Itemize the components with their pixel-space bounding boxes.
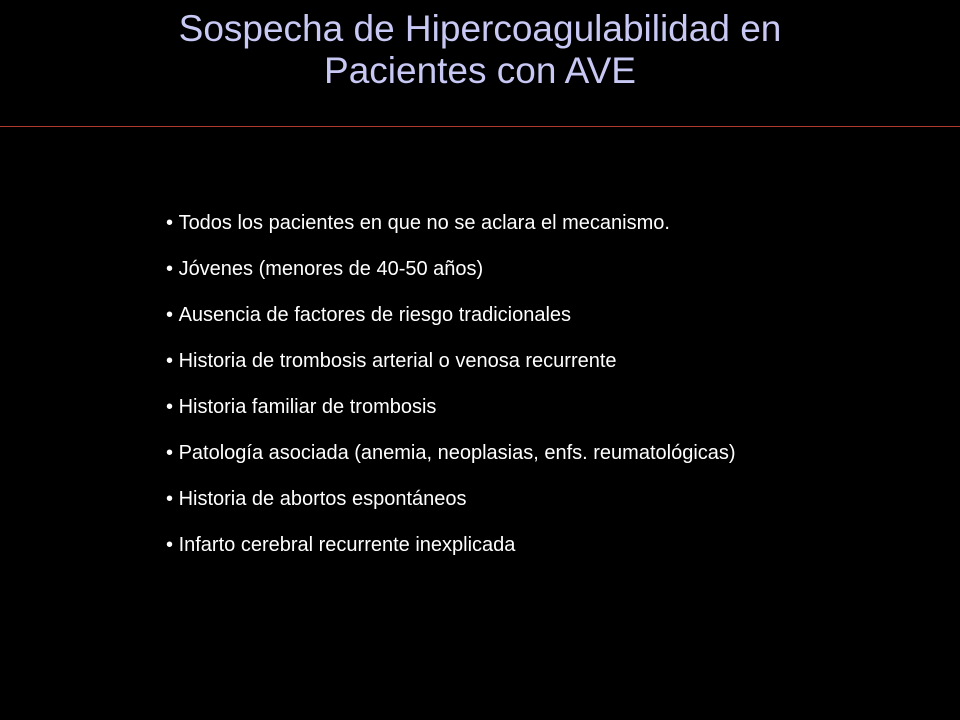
slide-title-line-1: Sospecha de Hipercoagulabilidad en [178, 8, 782, 49]
title-divider [0, 126, 960, 127]
bullet-item: • Todos los pacientes en que no se aclara el mecanismo. [166, 206, 866, 240]
slide-title [0, 8, 960, 92]
bullet-item: • Ausencia de factores de riesgo tradicionales [166, 298, 866, 332]
bullet-item: • Jóvenes (menores de 40-50 años) [166, 252, 866, 286]
bullet-item: • Historia de abortos espontáneos [166, 482, 866, 516]
bullet-item: • Historia familiar de trombosis [166, 390, 866, 424]
bullet-list [166, 206, 866, 574]
slide-title-line-2: Pacientes con AVE [324, 50, 636, 91]
bullet-item: • Historia de trombosis arterial o venosa recurrente [166, 344, 866, 378]
bullet-item: • Infarto cerebral recurrente inexplicada [166, 528, 866, 562]
bullet-item: • Patología asociada (anemia, neoplasias, enfs. reumatológicas) [166, 436, 866, 470]
